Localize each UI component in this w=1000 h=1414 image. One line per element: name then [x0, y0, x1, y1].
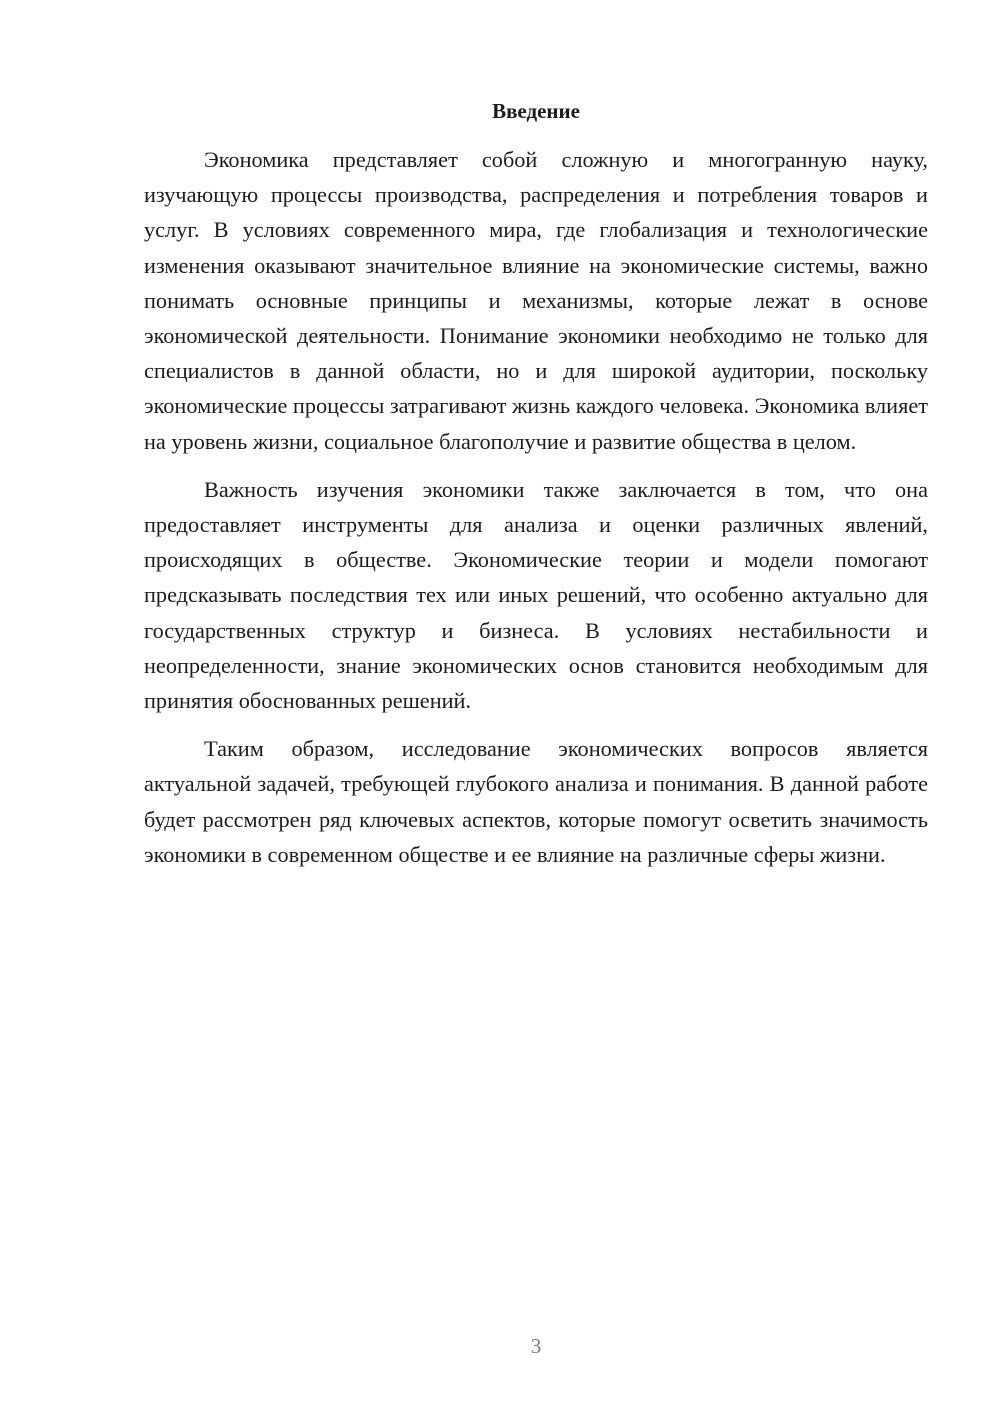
- paragraph-3: Таким образом, исследование экономических вопросов является актуальной задачей, требующей глубокого анализа и понимания. В данной работе будет рассмотрен ряд ключевых аспектов, которые помогут осветить значимость экономики в современном обществе и ее влияние на различные сферы жизни.: [144, 736, 928, 867]
- page-number: 3: [530, 1334, 542, 1358]
- paragraph-2: Важность изучения экономики также заключается в том, что она предоставляет инструменты для анализа и оценки различных явлений, происходящих в обществе. Экономические теории и модели помогают предсказывать последствия тех или иных решений, что особенно актуально для государственных структур и бизнеса. В условиях нестабильности и неопределенности, знание экономических основ становится необходимым для принятия обоснованных решений.: [144, 476, 928, 714]
- body-text: [144, 142, 928, 885]
- paragraph-1: Экономика представляет собой сложную и многогранную науку, изучающую процессы производства, распределения и потребления товаров и услуг. В условиях современного мира, где глобализация и технологические изменения оказывают значительное влияние на экономические системы, важно понимать основные принципы и механизмы, которые лежат в основе экономической деятельности. Понимание экономики необходимо не только для специалистов в данной области, но и для широкой аудитории, поскольку экономические процессы затрагивают жизнь каждого человека. Экономика влияет на уровень жизни, социальное благополучие и развитие общества в целом.: [144, 147, 929, 454]
- section-heading: Введение: [492, 99, 580, 123]
